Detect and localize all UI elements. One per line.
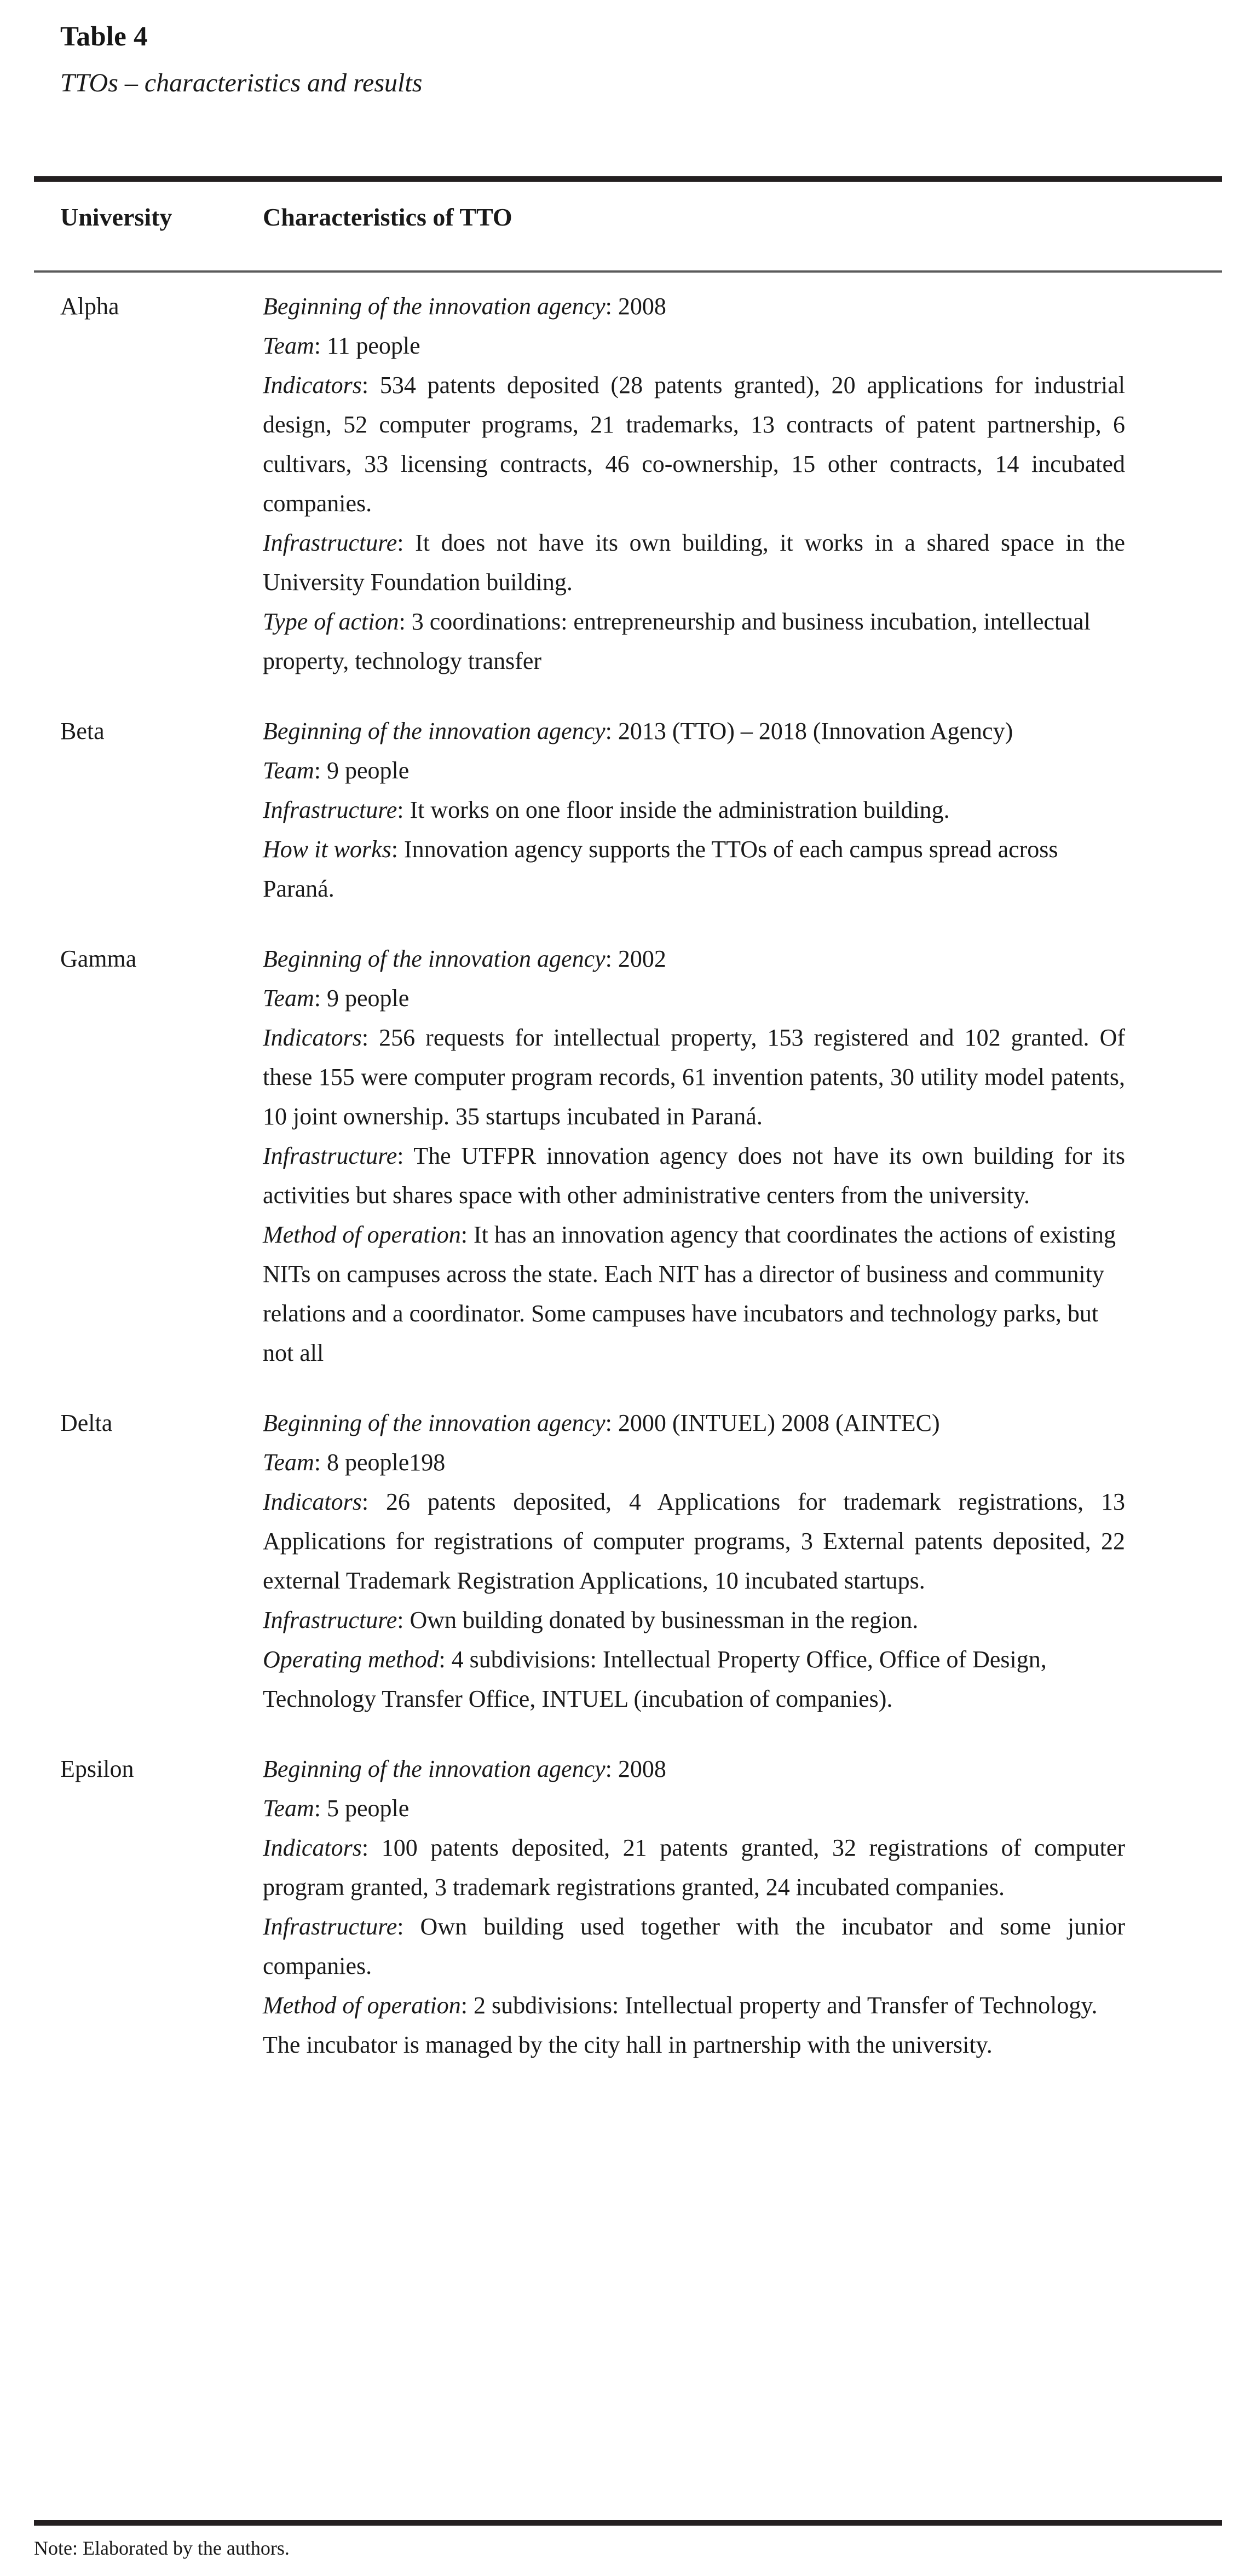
table-row bbox=[0, 712, 1257, 909]
characteristic-entry bbox=[263, 287, 1125, 326]
characteristic-entry bbox=[263, 939, 1125, 979]
table-row bbox=[0, 287, 1257, 681]
cell-characteristics bbox=[263, 712, 1125, 909]
characteristic-value: : It does not have its own building, it works in a shared space in the University Foundation building. bbox=[263, 529, 1125, 596]
table-caption bbox=[60, 21, 1188, 99]
characteristic-entry bbox=[263, 1907, 1125, 1986]
characteristic-entry bbox=[263, 602, 1125, 681]
cell-university: Beta bbox=[60, 718, 105, 744]
characteristic-label: Infrastructure bbox=[263, 1913, 397, 1940]
characteristic-entry bbox=[263, 1018, 1125, 1136]
cell-characteristics bbox=[263, 1749, 1125, 2065]
characteristic-label: Beginning of the innovation agency bbox=[263, 293, 606, 320]
characteristic-entry bbox=[263, 1403, 1125, 1443]
characteristic-value: : 3 coordinations: entrepreneurship and business incubation, intellectual property, technology transfer bbox=[263, 608, 1091, 674]
table-header-rule bbox=[34, 270, 1222, 273]
characteristic-label: Team bbox=[263, 1795, 314, 1822]
characteristic-value: : 2 subdivisions: Intellectual property and Transfer of Technology. The incubator is managed by the city hall in partnership with the university. bbox=[263, 1992, 1098, 2058]
column-header-university: University bbox=[60, 203, 172, 231]
characteristic-label: Infrastructure bbox=[263, 529, 397, 556]
characteristic-entry bbox=[263, 790, 1125, 830]
characteristic-value: : 9 people bbox=[314, 985, 410, 1012]
characteristic-label: Team bbox=[263, 985, 314, 1012]
characteristic-label: Infrastructure bbox=[263, 1607, 397, 1633]
characteristic-value: : 2002 bbox=[605, 945, 666, 972]
table-title: TTOs – characteristics and results bbox=[60, 68, 423, 98]
table-row bbox=[0, 1403, 1257, 1719]
characteristic-label: Beginning of the innovation agency bbox=[263, 718, 606, 744]
characteristic-label: Indicators bbox=[263, 1024, 362, 1051]
characteristic-label: Beginning of the innovation agency bbox=[263, 1410, 606, 1436]
characteristic-value: : 2008 bbox=[605, 1755, 666, 1782]
cell-characteristics bbox=[263, 1403, 1125, 1719]
characteristic-entry bbox=[263, 712, 1125, 751]
cell-university: Alpha bbox=[60, 293, 119, 320]
characteristic-value: : 4 subdivisions: Intellectual Property Office, Office of Design, Technology Transfer Office, INTUEL (incubation of companies). bbox=[263, 1646, 1047, 1712]
cell-characteristics bbox=[263, 287, 1125, 681]
characteristic-label: Infrastructure bbox=[263, 1142, 397, 1169]
characteristic-label: Beginning of the innovation agency bbox=[263, 1755, 606, 1782]
cell-university: Epsilon bbox=[60, 1755, 134, 1782]
characteristic-label: Type of action bbox=[263, 608, 399, 635]
characteristic-value: : 11 people bbox=[314, 332, 420, 359]
characteristic-label: Indicators bbox=[263, 1834, 362, 1861]
characteristic-value: : 100 patents deposited, 21 patents granted, 32 registrations of computer program granted, 3 trademark registrations granted, 24 incubated companies. bbox=[263, 1834, 1125, 1901]
characteristic-entry bbox=[263, 1789, 1125, 1828]
characteristic-value: : 5 people bbox=[314, 1795, 410, 1822]
characteristic-label: Method of operation bbox=[263, 1221, 461, 1248]
characteristic-entry bbox=[263, 1640, 1125, 1719]
characteristic-label: Beginning of the innovation agency bbox=[263, 945, 606, 972]
characteristic-label: Operating method bbox=[263, 1646, 439, 1673]
table-row bbox=[0, 939, 1257, 1373]
characteristic-value: : 2000 (INTUEL) 2008 (AINTEC) bbox=[605, 1410, 940, 1436]
characteristic-entry bbox=[263, 1443, 1125, 1482]
characteristic-entry bbox=[263, 1986, 1125, 2065]
characteristic-value: : 2013 (TTO) – 2018 (Innovation Agency) bbox=[605, 718, 1013, 744]
cell-characteristics bbox=[263, 939, 1125, 1373]
characteristic-value: : 534 patents deposited (28 patents granted), 20 applications for industrial design, 52 computer programs, 21 trademarks, 13 contracts of patent partnership, 6 cultivars, 33 licensing contracts, 46 co-ownership, 15 other contracts, 14 incubated companies. bbox=[263, 372, 1125, 517]
column-header-characteristics: Characteristics of TTO bbox=[263, 203, 512, 231]
characteristic-entry bbox=[263, 523, 1125, 602]
characteristic-value: : Own building used together with the incubator and some junior companies. bbox=[263, 1913, 1125, 1979]
characteristic-entry bbox=[263, 1828, 1125, 1907]
characteristic-entry bbox=[263, 979, 1125, 1018]
characteristic-value: : It works on one floor inside the administration building. bbox=[397, 796, 950, 823]
characteristic-value: : 9 people bbox=[314, 757, 410, 784]
characteristic-entry bbox=[263, 830, 1125, 909]
table-body bbox=[0, 287, 1257, 2095]
table-number: Table 4 bbox=[60, 21, 148, 52]
cell-university: Delta bbox=[60, 1410, 113, 1436]
table-header-row bbox=[0, 203, 1257, 232]
characteristic-label: Indicators bbox=[263, 1488, 362, 1515]
characteristic-value: : Innovation agency supports the TTOs of each campus spread across Paraná. bbox=[263, 836, 1058, 902]
characteristic-value: : Own building donated by businessman in the region. bbox=[397, 1607, 919, 1633]
characteristic-label: How it works bbox=[263, 836, 391, 863]
characteristic-entry bbox=[263, 1482, 1125, 1601]
characteristic-label: Team bbox=[263, 1449, 314, 1476]
table-top-rule bbox=[34, 176, 1222, 182]
characteristic-value: : 26 patents deposited, 4 Applications for trademark registrations, 13 Applications for registrations of computer programs, 3 External patents deposited, 22 external Trademark Registration Applications, 10 incubated startups. bbox=[263, 1488, 1125, 1594]
characteristic-entry bbox=[263, 1601, 1125, 1640]
characteristic-label: Infrastructure bbox=[263, 796, 397, 823]
characteristic-value: : The UTFPR innovation agency does not have its own building for its activities but shares space with other administrative centers from the university. bbox=[263, 1142, 1125, 1209]
characteristic-value: : 2008 bbox=[605, 293, 666, 320]
characteristic-value: : 256 requests for intellectual property, 153 registered and 102 granted. Of these 155 were computer program records, 61 invention patents, 30 utility model patents, 10 joint ownership. 35 startups incubated in Paraná. bbox=[263, 1024, 1125, 1130]
characteristic-label: Method of operation bbox=[263, 1992, 461, 2019]
characteristic-entry bbox=[263, 1749, 1125, 1789]
characteristic-value: : It has an innovation agency that coordinates the actions of existing NITs on campuses across the state. Each NIT has a director of business and community relations and a coordinator. Some campuses have incubators and technology parks, but not all bbox=[263, 1221, 1116, 1366]
characteristic-label: Team bbox=[263, 757, 314, 784]
characteristic-label: Indicators bbox=[263, 372, 362, 398]
characteristic-entry bbox=[263, 366, 1125, 523]
characteristic-entry bbox=[263, 751, 1125, 790]
characteristic-entry bbox=[263, 1215, 1125, 1373]
table-bottom-rule bbox=[34, 2520, 1222, 2526]
characteristic-entry bbox=[263, 1136, 1125, 1215]
table-row bbox=[0, 1749, 1257, 2065]
cell-university: Gamma bbox=[60, 945, 137, 972]
table-note: Note: Elaborated by the authors. bbox=[34, 2537, 290, 2559]
characteristic-entry bbox=[263, 326, 1125, 366]
characteristic-label: Team bbox=[263, 332, 314, 359]
characteristic-value: : 8 people198 bbox=[314, 1449, 446, 1476]
